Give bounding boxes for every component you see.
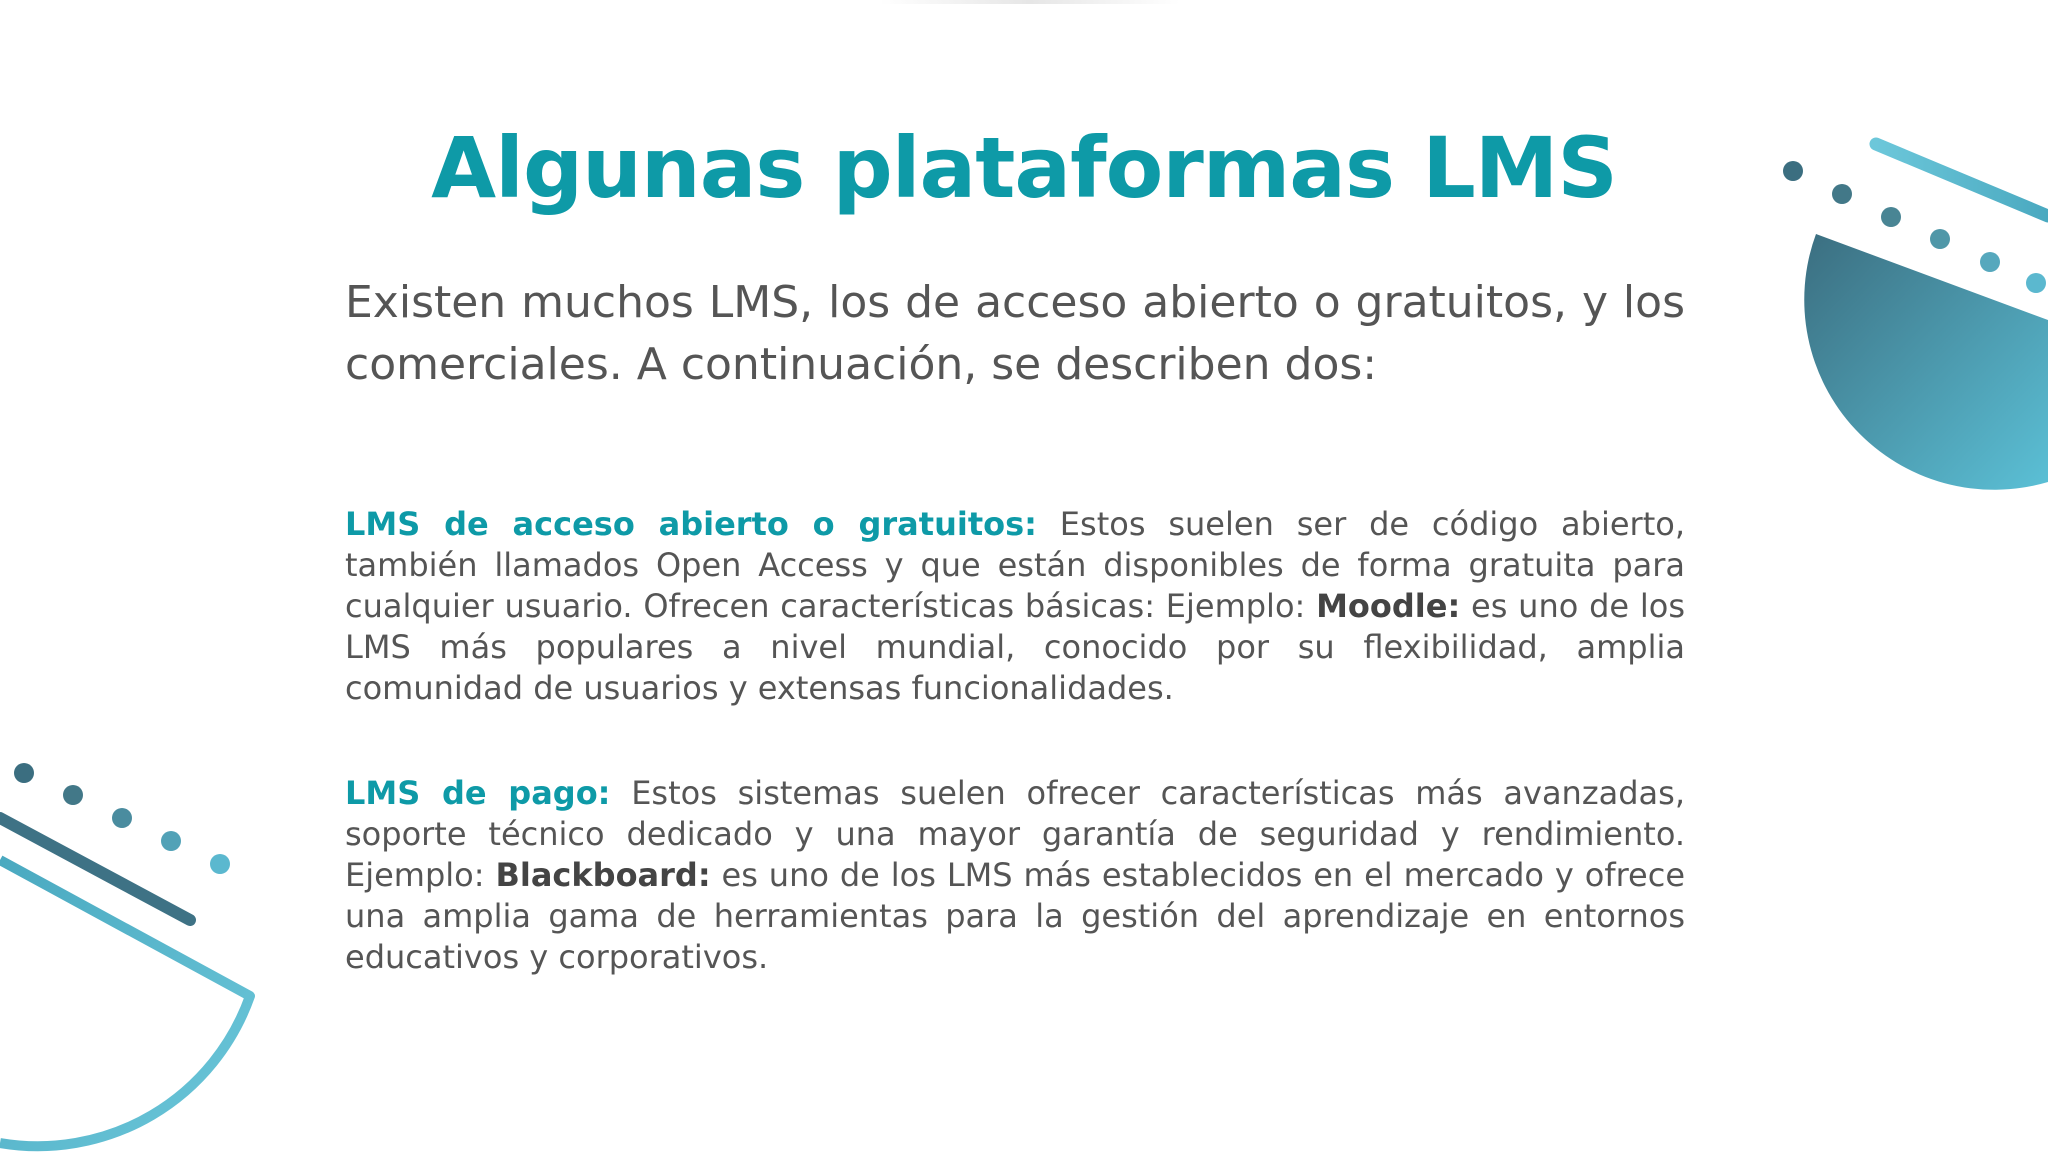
page-title: Algunas plataformas LMS [431,119,1617,217]
open-access-heading: LMS de acceso abierto o gratuitos: [345,505,1037,543]
top-edge-shadow [880,0,1180,4]
dot [14,763,34,783]
paid-lms-example-description: es uno de los LMS más establecidos en el mercado y ofrece una amplia gama de herramientas para la gestión del aprendizaje en entornos educativos y corporativos. [345,856,1686,976]
dot [1980,252,2000,272]
dot [210,854,230,874]
dot [2026,273,2046,293]
dot [161,831,181,851]
dotted-half-circle-outline-decoration-icon [0,740,270,1152]
half-disc-shape [1804,234,2048,490]
open-access-paragraph [345,504,1685,709]
paid-lms-heading: LMS de pago: [345,774,611,812]
open-access-description: Estos suelen ser de código abierto, también llamados Open Access y que están disponibles de forma gratuita para cualquier usuario. Ofrecen características básicas: Ejemplo: [345,505,1686,625]
diagonal-stripe-dark [0,818,190,920]
paid-lms-paragraph [345,773,1685,978]
intro-paragraph: Existen muchos LMS, los de acceso abierto o gratuitos, y los comerciales. A continuación, se describen dos: [345,277,1685,390]
dot [1930,229,1950,249]
open-access-example-name: Moodle: [1316,587,1461,625]
paid-lms-description: Estos sistemas suelen ofrecer características más avanzadas, soporte técnico dedicado y una mayor garantía de seguridad y rendimiento. Ejemplo: [345,774,1686,894]
dot [112,808,132,828]
dot [63,785,83,805]
half-circle-outline [0,860,250,1146]
paid-lms-example-name: Blackboard: [495,856,711,894]
open-access-example-description: es uno de los LMS más populares a nivel mundial, conocido por su flexibilidad, amplia comunidad de usuarios y extensas funcionalidades. [345,587,1685,707]
